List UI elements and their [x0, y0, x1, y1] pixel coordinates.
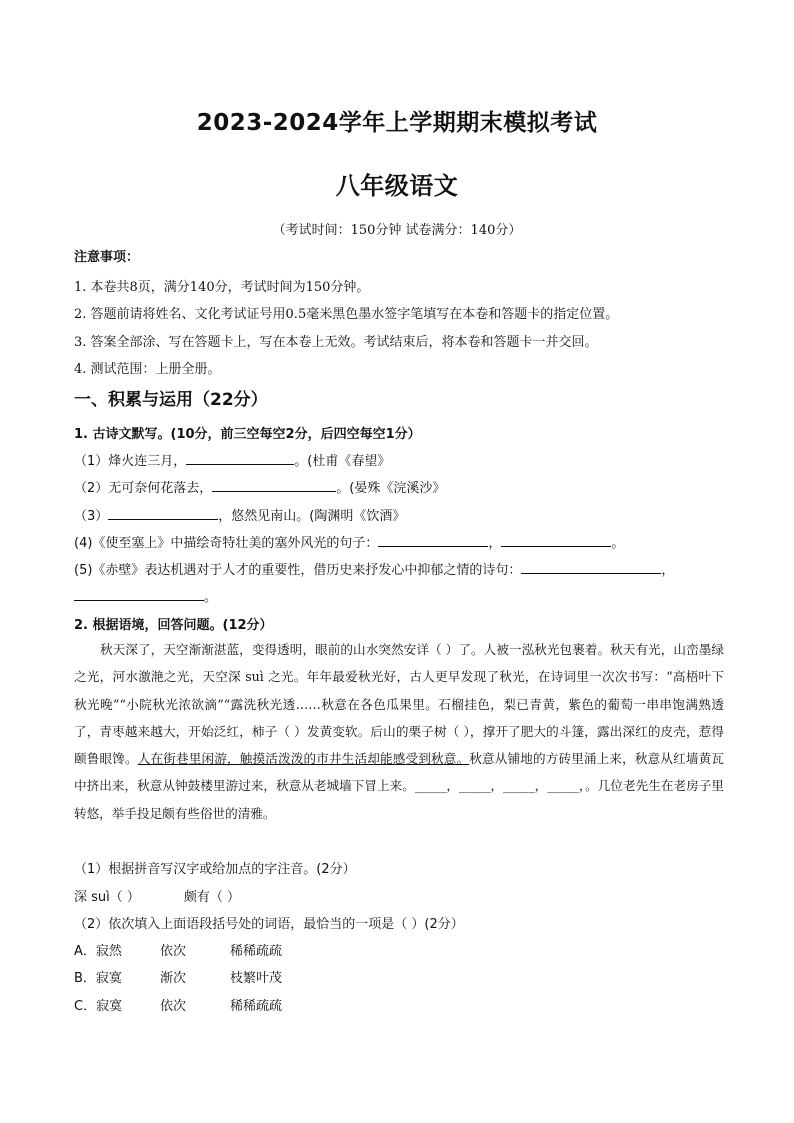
answer-blank[interactable] [186, 450, 294, 465]
q1-item-2-prefix: （2）无可奈何花落去， [74, 481, 213, 496]
q1-item-1 [74, 450, 390, 469]
answer-blank[interactable] [501, 532, 611, 547]
answer-blank[interactable] [378, 532, 488, 547]
q1-item-3 [74, 505, 405, 524]
option-c[interactable] [74, 995, 282, 1014]
q2-passage-underlined: 人在街巷里闲游，触摸活泼泼的市井生活却能感受到秋意。 [137, 751, 470, 767]
section-1-heading: 一、积累与运用（22分） [74, 390, 268, 410]
q2-pinyin-a: 深 suì（ ） [74, 890, 140, 905]
option-c-word-3: 稀稀疏疏 [230, 999, 283, 1014]
option-b-word-3: 枝繁叶茂 [230, 971, 283, 986]
option-b-word-2: 渐次 [160, 971, 187, 986]
q2-sub-1: （1）根据拼音写汉字或给加点的字注音。(2分） [74, 862, 356, 877]
option-c-word-1: C．寂寞 [74, 999, 123, 1014]
q2-passage-part-b: 秋意从铺地的方砖里涌上来，秋意从红墙黄瓦中挤出来，秋意从钟鼓楼里游过来，秋意从老城墙下冒上来。_____，_____，_____，_____，。几位老先生在老房子里转悠，举手投足颇有些俗世的清雅。 [74, 751, 725, 821]
q2-passage-part-a: 秋天深了，天空渐渐湛蓝，变得透明，眼前的山水突然安详（ ）了。人被一泓秋光包裹着。秋天有光，山峦墨绿之光，河水激滟之光，天空深 suì 之光。年年最爱秋光好，古人更早发现了秋光，在诗词里一次次书写：“高梧叶下秋光晚”“小院秋光浓欲滴”“露洗秋光透……秋意在各色瓜果里。石榴挂色，梨已青黄，紫色的葡萄一串串饱满熟透了，青枣越来越大，开始泛红，柿子（ ）发黄变软。后山的栗子树（ ），撑开了肥大的斗篷，露出深红的皮壳，惹得颐鲁眼馋。 [74, 642, 724, 767]
q1-item-5-prefix: (5)《赤壁》表达机遇对于人才的重要性，借历史来抒发心中抑郁之情的诗句： [74, 563, 522, 578]
option-b-word-1: B．寂寞 [74, 971, 122, 986]
option-a-word-2: 依次 [160, 944, 187, 959]
q1-item-1-prefix: （1）烽火连三月， [74, 454, 187, 469]
q1-item-5 [74, 559, 674, 578]
q1-stem: 1. 古诗文默写。(10分，前三空每空2分，后四空每空1分） [74, 427, 421, 442]
q1-item-4-suffix: 。 [611, 536, 625, 551]
answer-blank[interactable] [74, 586, 204, 601]
q2-stem: 2. 根据语境，回答问题。(12分） [74, 618, 273, 633]
option-a-word-1: A．寂然 [74, 944, 122, 959]
q1-item-2-suffix: 。(晏殊《浣溪沙》 [336, 481, 446, 496]
q2-pinyin-b: 颇有（ ） [183, 890, 241, 905]
q1-item-4-prefix: (4)《使至塞上》中描绘奇特壮美的塞外风光的句子： [74, 536, 379, 551]
notice-heading: 注意事项： [74, 250, 140, 265]
option-b[interactable] [74, 967, 282, 986]
exam-title: 2023-2024学年上学期期末模拟考试 [196, 110, 598, 136]
q1-item-4-mid: ， [488, 536, 502, 551]
q1-item-5-suffix: 。 [204, 590, 218, 605]
q1-item-3-prefix: （3） [74, 509, 109, 524]
q1-item-5-cont [74, 586, 217, 605]
q1-item-3-suffix: ，悠然见南山。(陶渊明《饮酒》 [218, 509, 406, 524]
q1-item-5-mid: ， [661, 563, 675, 578]
notice-item-2: 2. 答题前请将姓名、文化考试证号用0.5毫米黑色墨水签字笔填写在本卷和答题卡的指定位置。 [74, 307, 619, 322]
option-a[interactable] [74, 940, 282, 959]
option-c-word-2: 依次 [160, 999, 187, 1014]
exam-subject: 八年级语文 [335, 172, 459, 200]
option-a-word-3: 稀稀疏疏 [230, 944, 283, 959]
exam-info: （考试时间：150分钟 试卷满分：140分） [272, 223, 522, 238]
q2-passage [74, 636, 724, 827]
answer-blank[interactable] [521, 559, 661, 574]
q1-item-4 [74, 532, 624, 551]
notice-item-4: 4. 测试范围：上册全册。 [74, 362, 221, 377]
answer-blank[interactable] [108, 505, 218, 520]
q1-item-2 [74, 477, 445, 496]
q1-item-1-suffix: 。(杜甫《春望》 [294, 454, 391, 469]
q2-pinyin-row [74, 886, 240, 905]
notice-item-3: 3. 答案全部涂、写在答题卡上，写在本卷上无效。考试结束后，将本卷和答题卡一并交回。 [74, 335, 598, 350]
notice-item-1: 1. 本卷共8页，满分140分，考试时间为150分钟。 [74, 280, 370, 295]
q2-sub-2: （2）依次填入上面语段括号处的词语，最恰当的一项是（ ）(2分） [74, 917, 464, 932]
answer-blank[interactable] [212, 477, 336, 492]
